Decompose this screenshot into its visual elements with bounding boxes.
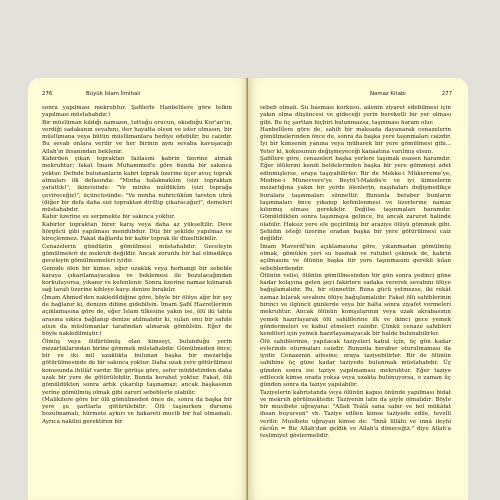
- left-running-title: Büyük İslam İlmihali: [86, 91, 141, 97]
- right-paragraph: sebeb olmalı. Su basması korkusu, ailenin ziyaret edebilmesi için yakın olma düşüncesi ve gideceği yerin bereketli bir yer olması gibi. Bu üç şarttan hiçbiri bulunmazsa, taşınması haram olur.: [260, 105, 451, 126]
- left-paragraph: (Malikilere göre bir ölü gömülmeden önce de, sonra da başka bir yere şu şartlarla götürülebilir: Ölü taşınırken durumu bozulmamalı, hürmete aykırı ve hakareti mucib bir hal olmamalı. Ayrıca nakilni gerektiren bir: [42, 396, 232, 425]
- left-paragraph: sonra yapılması mekruhtur. Şafilerle Hanbelilere göre telkin yapılması müstahabdır.): [42, 105, 232, 119]
- left-paragraph: Gemide ölen bir kimse, eğer uzaklık veya herhangi bir sebeble karaya çıkarılamayacaksa ve beklemesi ile bozulacağından korkuluyorsa, yıkanır ve kefenlenir. Sonra üzerine namaz kılınarak sağ tarafı üzerine kıbleye karşı denize bırakılır.: [42, 265, 232, 294]
- right-paragraph: İmam Maverdî'nin açıklamasına göre, yıkanmadan gömülmüş olmak, gömülen yeri su basmak ve rutubet çekmek de, kabrin açılmasını ve ölünün başka bir yere taşınmasını gerekli kılan sebeblerdendir.: [260, 243, 451, 272]
- right-paragraph: Ölünün velisi, ölünün gömülmesinden bir gün sonra yedinci güne kadar kolayına gelen şeyi fakirlere sadaka vererek sevabını ölüye bağışlamalıdır. Bu, bir sünnettir. Buna gücü yetmezse, iki rekât namaz kılarak sevabını ölüye bağışlamalıdır. Fakat ölü sahiblerinin birinci ve ilgüncü günlerde veya bir halta sonra ziyafet vermeleri mekruhtur. Ancak ölünün komşularının veya uzak akrabasının yemek hazırlayarak ölü sahiblerine ilk ve ikinci gece yemek göndermeleri ve kabul etmeleri caizdir. Çünkü cenaze sahibleri kendileri için yemek hazırlayamayacak bir halde bulunabilirler.: [260, 272, 451, 338]
- left-paragraph: Kabirler topraktan birer karış veya daha az yükseltilir. Deve hörgücü gibi yapılması mendubdur. Düz bir şekilde yapılmaz ve kireçlenmez. Fakat dağlarda bir kabir toprak ile düzeltilebilir.: [42, 221, 232, 243]
- right-page-header: [260, 90, 452, 98]
- left-paragraph: Kabirden çıkan topraktan fazlasını kabrin üzerine atmak mekruhtur; fakat İmam Muhammed'e göre bunda bir sakınca yoktur. Defnde bulunanların kabri toprak üzerine üçer avuç toprak atmaları ilk defasında: "Minha halaknakûm (sizi topraktan yarattık)", ikincisinde: "Ve minha nuîdükûm (sizi toprağa çevireceğiz)", üçüncüsünde: "Ve minha nuhricükûm tareten uhrâ (diğer bir defa daha sizi topraktan diriltip çıkaracağız)", demeleri müstahabdır.: [42, 156, 232, 214]
- left-page-body: [42, 105, 232, 426]
- right-page-body: [260, 105, 451, 441]
- right-paragraph: Şafiîlere göre, cenazeleri başka yerlere taşımak esasen haramdır. Eğer ölülerini kendi beldelerinden başka bir yere gömmeyi adet edinmişlerse, oraya taşıyabilirler. Bir de Mekke-i Mükerreme'ye, Medine-i Münevvere'ye Beytü'l-Makdis'e ve iyi kimselerin mezarlığına yakın bir yerde ölenlerin, naşıhaları değişmedikçe buralara taşınmaları sünnettir. Bununla beraber bunların taşınmaları önce yıkanıp kefenlenmesi ve üzerlerine namaz kılınmış olması gerekiktir. Değilse taşınmaları haramdır. Gömüldükten sonra taşınmaya gelince, bu ancak zaruret halinde olabilir. Haksız yere ele geçirilmiş bir araziye ölüyü gömmek gibi. Şehidin isteği üzerine oradan başka bir yere götürülmesi caiz değildir.: [260, 156, 451, 243]
- right-paragraph: Ölü sahiblerinin, yapılacak taziyeleri kabul için, üç gün kadar evlerinde oturmaları caizdir. Bununla beraber oturulmaması da iyidir. Cenazenin ailesine, oraya taziyebilirler. Bir de ölünün sahibine üç güne kadar taziyede bulunmak müstahabdır. Üç günden sonra ise taziye yapılmaması mekruhtur. Eğer taziye edilecek kimse orada yoksa veya uzakta bulunuyorsa, o zaman üç günden sonra da taziye yapılabilir.: [260, 338, 451, 389]
- left-paragraph: Ölmüş veya öldürülmüş olan kimseyi, bulunduğu yerin mezarlıklarından birine gömmek müstahabdır. Gömülmeden önce; bir ve iki mil uzaklıkta bulunan başka bir mezarlığa götürülmesinde de bir sakınca yoktur. Daha uzak yere götürülmesi konusunda ihtilâf vardır. Bir görüşe göre, sefer müddetinden daha uzak bir yere de götürülebilir. Bunda kerahet yoktur. Fakat, ölü gömüldükten sonra artık çıkarılıp taşınamaz; ancak başkasının yerine gömülmüş olmak gibi zaruri sebeblerle olabilir.: [42, 338, 232, 396]
- right-page: [248, 78, 468, 500]
- right-page-number: 277: [441, 91, 452, 97]
- right-paragraph: Taziyelerin kabristanda veya ölünün kapısı önünde yapılması bidat ve mekruh görülmektedir. Taziyenin lafzı da şöyle olmalıdır: Böyle bir musibete uğrayana: "Allah Teâlâ sana sabır ve bol mükâfat ihsan buyursun" vb. Taziye edilen kimse taziyede edile, tevelli verilir. Musibete uğrayan kimse de: "İnnâ lillâhi ve innâ ileyhi râciûn = Biz Allah'dan geldik ve Allah'a döneceğiz." diye Allah'a teslimiyet göstermelidir.: [260, 389, 451, 440]
- left-paragraph: Kabir üzerine su serpmekte bir sakınca yoktur.: [42, 214, 176, 221]
- left-paragraph: (İmam Ahmed'den nakledildiğine göre, böyle bir ölüye ağır bir şey de bağlanır ki, denizin dibine gidebilsin. İmam Şafiî Hazretlerinin açıklamasına göre de, eğer İslam ülkesine yakın ise, ölü iki tahta arasına sıkıca bağlanıp denize atılmalıdır ki, sulan onu bir sahile atsın da müslümanlar tarafından alınarak gömülsün. Eğer de böyle nakledilmiştir.): [42, 294, 232, 338]
- left-page-number: 276: [42, 91, 53, 97]
- left-page: [28, 78, 248, 500]
- left-page-header: [42, 90, 234, 98]
- right-running-title: Namaz Kitabı: [370, 91, 406, 97]
- left-paragraph: Cenazelerin gündüzün gömülmesi müstahabdır. Geceleyin gömülmeleri de mekruh değildir. Ancak zorunlu bir hal olmadıkça geceleyin gömülmemeleri iyidir.: [42, 243, 232, 265]
- left-paragraph: Bir müslüman kıldığı namazın, tuttuğu orucun, okuduğu Kur'an'ın, verdiği sadakanın sevabını, iter hayatta olsun ve ister olmasın, bir müslümana veya bütün müslümanlara hediye edebilir; bu caizdir. Bu sevab onlara verilir ve her birinin aynı sevaba kavuşacağı Allah'ın ihsanından beklenir.: [42, 119, 232, 155]
- right-paragraph: Hanbelîlere göre de, sahih bir maksada dayanarak cenazelerin gömülmelerinden önce de, sonra da başka yere taşınmaları caizdir. İyi bir kimsenin yanına veya mübarek bir yere gömülmesi gibi... Yeter ki, kokusunun değişmeyeceği kanaatına varılmış olsun.: [260, 126, 451, 155]
